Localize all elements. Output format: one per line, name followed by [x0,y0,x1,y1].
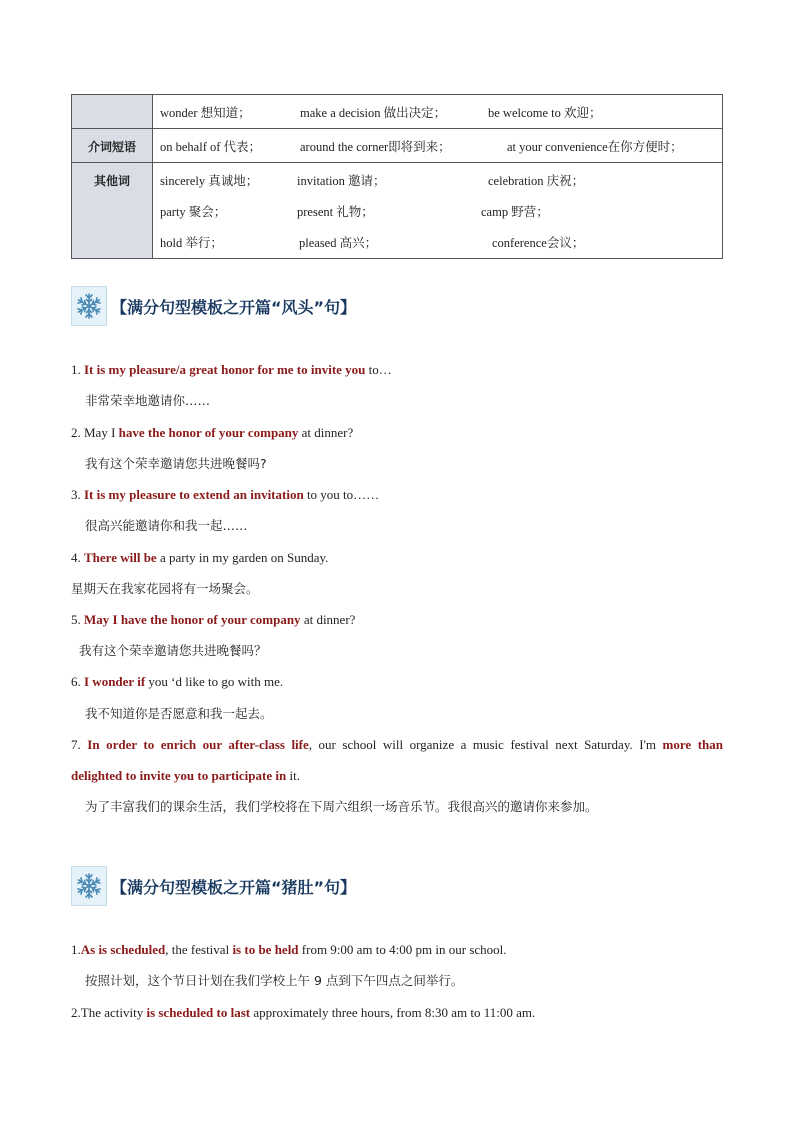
snowflake-icon [71,286,107,326]
sentence-2: 2. May I have the honor of your company at dinner? [71,425,354,440]
vocab-item: camp 野营； [481,204,549,219]
vocab-item: wonder 想知道； [160,105,251,120]
sentence-3: 3. It is my pleasure to extend an invitation to you to…… [71,487,380,502]
translation-4: 星期天在我家花园将有一场聚会。 [71,581,259,596]
vocab-item: party 聚会； [160,204,227,219]
snowflake-icon [71,866,107,906]
table-row [72,163,723,259]
translation-2: 我有这个荣幸邀请您共进晚餐吗? [85,456,267,471]
vocab-item: sincerely 真诚地； [160,173,259,188]
section-title: 【满分句型模板之开篇“猪肚”句】 [111,877,357,897]
vocab-item: present 礼物； [297,204,374,219]
sentence-4: 4. There will be a party in my garden on Sunday. [71,550,329,565]
sentence-1: 1. It is my pleasure/a great honor for me to invite you to… [71,362,392,377]
vocab-item: hold 举行； [160,235,223,250]
section-heading-opening [71,286,356,326]
sentence-b1: 1.As is scheduled, the festival is to be held from 9:00 am to 4:00 pm in our school. [71,942,507,957]
table-category-cell: 介词短语 [72,129,153,163]
translation-5: 我有这个荣幸邀请您共进晚餐吗？ [79,643,267,658]
vocab-item: on behalf of 代表； [160,139,262,154]
sentence-5: 5. May I have the honor of your company at dinner? [71,612,356,627]
translation-1: 非常荣幸地邀请你…… [85,393,211,408]
translation-b1: 按照计划，这个节日计划在我们学校上午 9 点到下午四点之间举行。 [85,973,464,988]
sentence-7: 7. In order to enrich our after-class life, our school will organize a music festival next Saturday. I'm more than [71,737,723,752]
sentence-6: 6. I wonder if you ‘d like to go with me. [71,674,284,689]
table-category-cell: 其他词 [72,163,153,259]
section-title: 【满分句型模板之开篇“风头”句】 [111,297,357,317]
sentence-b2: 2.The activity is scheduled to last approximately three hours, from 8:30 am to 11:00 am. [71,1005,536,1020]
table-category-cell [72,95,153,129]
sentence-7-continued: delighted to invite you to participate in it. [71,768,300,783]
translation-6: 我不知道你是否愿意和我一起去。 [85,706,273,721]
table-row [72,129,723,163]
vocab-item: pleased 高兴； [299,235,378,250]
table-content-cell [153,95,723,129]
vocab-item: invitation 邀请； [297,173,386,188]
vocab-item: be welcome to 欢迎； [488,105,602,120]
vocabulary-table [71,94,723,259]
translation-7: 为了丰富我们的课余生活，我们学校将在下周六组织一场音乐节。我很高兴的邀请你来参加。 [85,799,598,814]
vocab-item: at your convenience在你方便时； [507,139,683,154]
table-row [72,95,723,129]
table-content-cell [153,163,723,259]
translation-3: 很高兴能邀请你和我一起…… [85,518,248,533]
vocab-item: conference会议； [492,235,585,250]
vocab-item: around the corner即将到来； [300,139,451,154]
vocab-item: celebration 庆祝； [488,173,585,188]
section-heading-body [71,866,356,906]
table-content-cell [153,129,723,163]
vocab-item: make a decision 做出决定； [300,105,447,120]
